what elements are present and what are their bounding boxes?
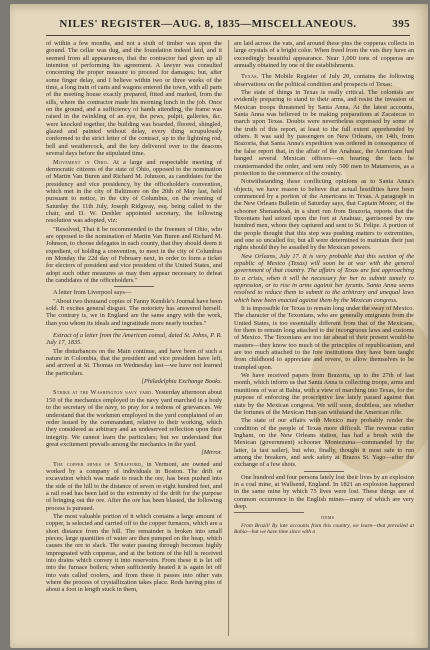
paragraph: are laid across the vats, and around these pins the copperas collects in large crystals of a bright color. When freed from the vats they have an exceedingly beautiful appearance. Near 1,000 tons of copperas are annually obtained by one of the establishments. [234,40,414,70]
paragraph: We have received papers from Brazoria, up to the 27th of last month, which inform us that Santa Anna is collecting troops, arms and munitions of war at Bahia, with a view of marching into Texas, for the purpose of enforcing the proscriptive law lately passed against that state by the Mexican congress. We will soon, doubtless, see whether the fortunes of the Mexican Hun can withstand the American rifle. [234,372,414,416]
attribution: [Philadelphia Exchange Books. [141,378,222,386]
section-heading: The copper mines of Strafford, [53,460,144,468]
paragraph: The disturbances on the Main continue, and have been of such a nature in Colombia, that the president and vice president have left, and arrived at St. Thomas on Wednesday last—we have not learned the particulars. [46,347,222,377]
right-column [234,40,414,630]
paragraph: From Brazil! By late accounts from this country, we learn—that prevailed at Bahia—but we have time since with a [234,522,414,535]
paragraph: It is impossible for Texas to remain long under the sway of Mexico. The character of the Texonians, who are generally emigrants from the United States, is too essentially different from that of the Mexicans, for them to remain long attached to the incongruous laws and customs of Mexico. The Texonians are too far ahead of their present would-be masters—they know too much of the principles of republicanism, and are too much attached to the free institutions they have been taught from childhood to appreciate and revere, to allow themselves to be trampled upon. [234,305,414,371]
separator-rule [114,286,154,287]
separator-rule [114,329,154,330]
paragraph: The most valuable portion of it which contains a large amount of copper, is selected and carried off to the copper furnaces, which are a short distance from the hill. The remainder is broken into small pieces; large quantities of water are then pumped on the heap, which causes the ore to slack. The water passing through becomes highly impregnated with copperas, and at the bottom of the hill is received into drains which convey it into reservoirs. From these it is let off into the furnace boilers; when sufficiently heated it is again let off into vats called coolers, and from these it passes into other vats where the process of crystallization takes place. Rods having pins of about a foot in length stuck in them, [46,512,222,594]
paragraph: Yesterday afternoon about 150 of the mechanics employed in the navy yard marched in a body to the secretary of the navy, to pray for a redress of grievances. We understand that the workmen employed in the yard complained of an order issued by the commandant, relative to their working, which they considered as arbitrary and an undeserved reflection upon their integrity. We cannot learn the particulars; but we understand that great excitement prevails among the mechanics in the yard. [46,389,222,448]
paragraph: The Mobile Register of July 20, contains the following observations on the political condition and prospects of Texas: [234,73,414,88]
separator-rule [234,512,304,513]
section-heading: Texas. [241,73,259,81]
newspaper-page [10,4,428,648]
separator-rule [304,471,344,472]
paragraph: One hundred and four persons lately lost their lives by an explosion in a coal mine, at Wallsend, England. In 1821 an explosion happened in the same mine by which 75 lives were lost. These things are of common occurrence in the English mines—many of which are very deep. [234,473,414,510]
column-divider [228,40,229,636]
section-heading: Movement in Ohio. [53,158,109,166]
paragraph: The state of things in Texas is really critical. The colonists are evidently preparing to stand to their arms, and resist the invasion of Mexican troops threatened by Santa Anna. At the latest accounts, Santa Anna was believed to be making preparations at Zacatecas to march upon Texas. Doubts were nevertheless expressed by some of the truth of this report, at least to the full extent apprehended by others. It was said by passengers on New Orleans, on 14th, from Brazoria, that Santa Anna's expedition was ordered in consequence of the false report that, in the affair of the Anahuac, the Americans had hanged several Mexican officers—on hearing the facts he countermanded the order, and sent only 500 men to Matamoros, as a protection to the commerce of the country. [234,89,414,177]
paragraph: in Vermont, are owned and worked by a company of individuals in Boston. The drift or excavation which was made to reach the ore, has been pushed into the side of the hill to the distance of seven or eight hundred feet, and a rail road has been laid to the extremity of the drift for the purpose of bringing out the ore. After the ore has been blasted, the following process is pursued. [46,460,222,512]
page-number: 395 [392,18,410,30]
header-rule [46,35,410,36]
section-heading: Strike at the Washington navy yard. [53,389,154,397]
paragraph: The state of our affairs with Mexico may probably render the condition of the people of Texas more difficult. The revenue cutter Ingham, on the New Orleans station, has had a brush with the Mexican (government) schooner Montezuma—commanded by the latter, (a fast sailer), but who, finally, thought it most safe to run among the breakers, and seek safety at Brazos St. Yago—after the exchange of a few shots. [234,417,414,469]
paragraph: Notwithstanding these conflicting opinions as to Santa Anna's objects, we have reason to believe that actual hostilities have been commenced by a portion of the Americans in Texas. A paragraph in the New Orleans Bulletin of Saturday says, that Captain Moore, of the schooner Shenandoah, in a short run from Brazoria, reports that the Texonians had seized upon the fort at Anahuac, garrisoned by one hundred men, whom they captured and sent to St. Felipe. A portion of the people thought that this step was pushing matters to extremities, and one so uncalled for, but all were determined to maintain their just rights should they be assailed by the Mexican powers. [234,178,414,252]
paragraph: of within a few months, and not a sixth of timber was upon the ground. The cellar was dug, and the foundation indeed laid, and it seemed from all appearances, that the contractor had given up all intention of performing his agreement. A lawyer was consulted concerning the proper measure to proceed for damages; but, after some finger delay, and I believe within two or three weeks of the time, a long train of carts and wagons entered the town, with all parts of the meeting house exactly prepared, fitted and marked, from the sills, where the contractor made his morning lunch in the job. Once on the ground, and a sufficiency of hands attending, the frame was raised in the twinkling of an eye, the pews, pulpit, galleries, &c. were knocked together, the building was boarded, floored, shingled, glazed and painted without delay, every thing scrupulously conformed to the strict letter of the contract, up to the lightning rod, bell and weathercock, and the key delivered over to the deacons several days before the stipulated time. [46,40,222,158]
running-head: NILES' REGISTER—AUG. 8, 1835—MISCELLANEOUS. [59,18,357,30]
section-heading: A letter from Liverpool says— [53,289,132,297]
page-header [46,18,410,34]
paragraph: "Resolved, That it be recommended to the freemen of Ohio, who are opposed to the nomination of Martin Van Buren and Richard M. Johnson, to choose delegates in each county, that they should deem it expedient, of holding a convention, to meet in the city of Columbus on Monday the 22d day of February next, in order to form a ticket for electors of president and vice president of the United States, and adopt such other measures as may then appear necessary to defeat the candidates of the officeholders." [46,225,222,284]
left-column [46,40,222,630]
paragraph: New Orleans, July 17. It is very probable that this section of the republic of Mexico (Texas) will soon be at war with the general government of that country. The affairs of Texas are fast approaching to a crisis, when it will be necessary for her to submit tamely to oppression, or to rise in arms against her tyrants. Santa Anna seems resolved to reduce them to submit to the arbitrary and unequal laws which have been enacted against them by the Mexican congress. [234,252,414,304]
section-heading: items [320,515,335,522]
quote-paragraph: "About two thousand copies of Fanny Kemble's Journal have been sold. It excites general disgust. The notoriety has answered herself. The contrary is, we in England are the same angry with the work, than you whom its ideals and ingratitude more nearly touches." [46,297,222,327]
attribution: [Mirror. [201,449,222,457]
section-heading: Extract of a letter from the American consul, dated St. Johns, P. R. July 17, 1835. [46,332,222,347]
paragraph: At a large and respectable meeting of democratic citizens of the state of Ohio, opposed to the nomination of Martin Van Buren and Richard M. Johnson, as candidates for the presidency and vice presidency, by the officeholder's convention, which met in the city of Baltimore on the 20th of May last, held pursuant to notice, in the city of Columbus, on the evening of Saturday the 11th July, Joseph Ridgway, esq. being called to the chair, and D. W. Deshler appointed secretary, the following resolution was adopted, viz: [46,158,222,225]
